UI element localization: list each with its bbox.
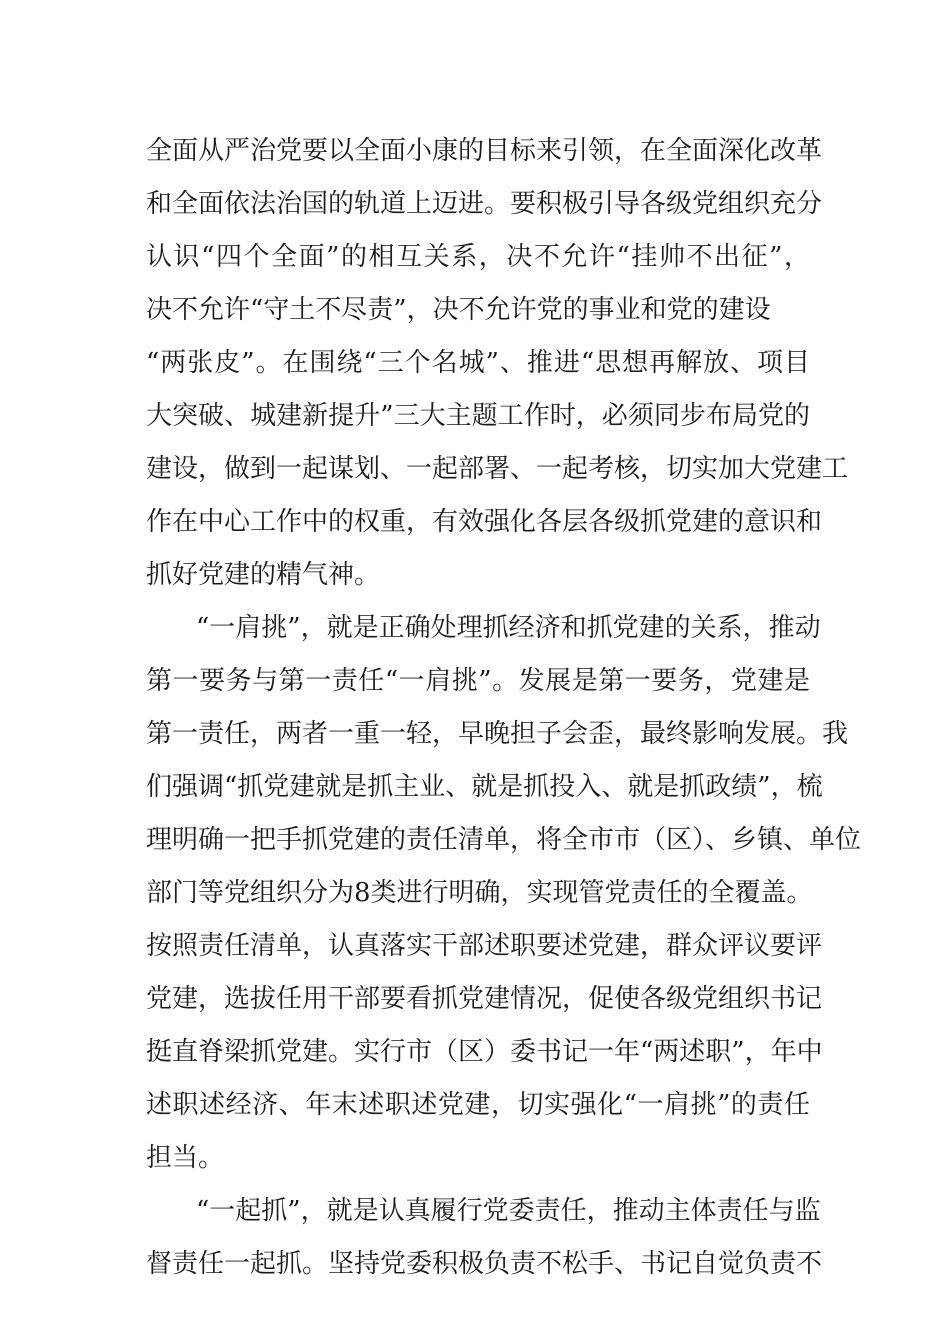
text-line: 建设，做到一起谋划、一起部署、一起考核，切实加大党建工 [146,454,849,484]
paragraph-first-line: “一肩挑”，就是正确处理抓经济和抓党建的关系，推动 [196,613,821,643]
text-line: 理明确一把手抓党建的责任清单，将全市市（区）、乡镇、单位 [146,825,862,855]
text-line: 督责任一起抓。坚持党委积极负责不松手、书记自觉负责不 [146,1249,823,1279]
document-body [146,125,862,1291]
text-line: 认识“四个全面”的相互关系，决不允许“挂帅不出征”， [146,242,810,272]
text-line: 们强调“抓党建就是抓主业、就是抓投入、就是抓政绩”，梳 [146,772,823,802]
text-line: “两张皮”。在围绕“三个名城”、推进“思想再解放、项目 [146,348,810,378]
text-line: 部门等党组织分为8类进行明确，实现管党责任的全覆盖。 [146,878,813,908]
paragraph-first-line: “一起抓”，就是认真履行党委责任，推动主体责任与监 [196,1196,821,1226]
text-line: 挺直脊梁抓党建。实行市（区）委书记一年“两述职”，年中 [146,1037,823,1067]
text-line: 述职述经济、年末述职述党建，切实强化“一肩挑”的责任 [146,1090,810,1120]
text-line: 全面从严治党要以全面小康的目标来引领，在全面深化改革 [146,136,823,166]
text-line: 大突破、城建新提升”三大主题工作时，必须同步布局党的 [146,401,810,431]
paragraph-end-line: 担当。 [146,1143,225,1173]
text-line: 党建，选拔任用干部要看抓党建情况，促使各级党组织书记 [146,984,823,1014]
text-line: 和全面依法治国的轨道上迈进。要积极引导各级党组织充分 [146,189,823,219]
paragraph-end-line: 抓好党建的精气神。 [146,560,381,590]
text-line: 作在中心工作中的权重，有效强化各层各级抓党建的意识和 [146,507,823,537]
text-line: 按照责任清单，认真落实干部述职要述党建，群众评议要评 [146,931,823,961]
text-line: 决不允许“守土不尽责”，决不允许党的事业和党的建设 [146,295,771,325]
text-line: 第一要务与第一责任“一肩挑”。发展是第一要务，党建是 [146,666,810,696]
text-line: 第一责任，两者一重一轻，早晚担子会歪，最终影响发展。我 [146,719,849,749]
